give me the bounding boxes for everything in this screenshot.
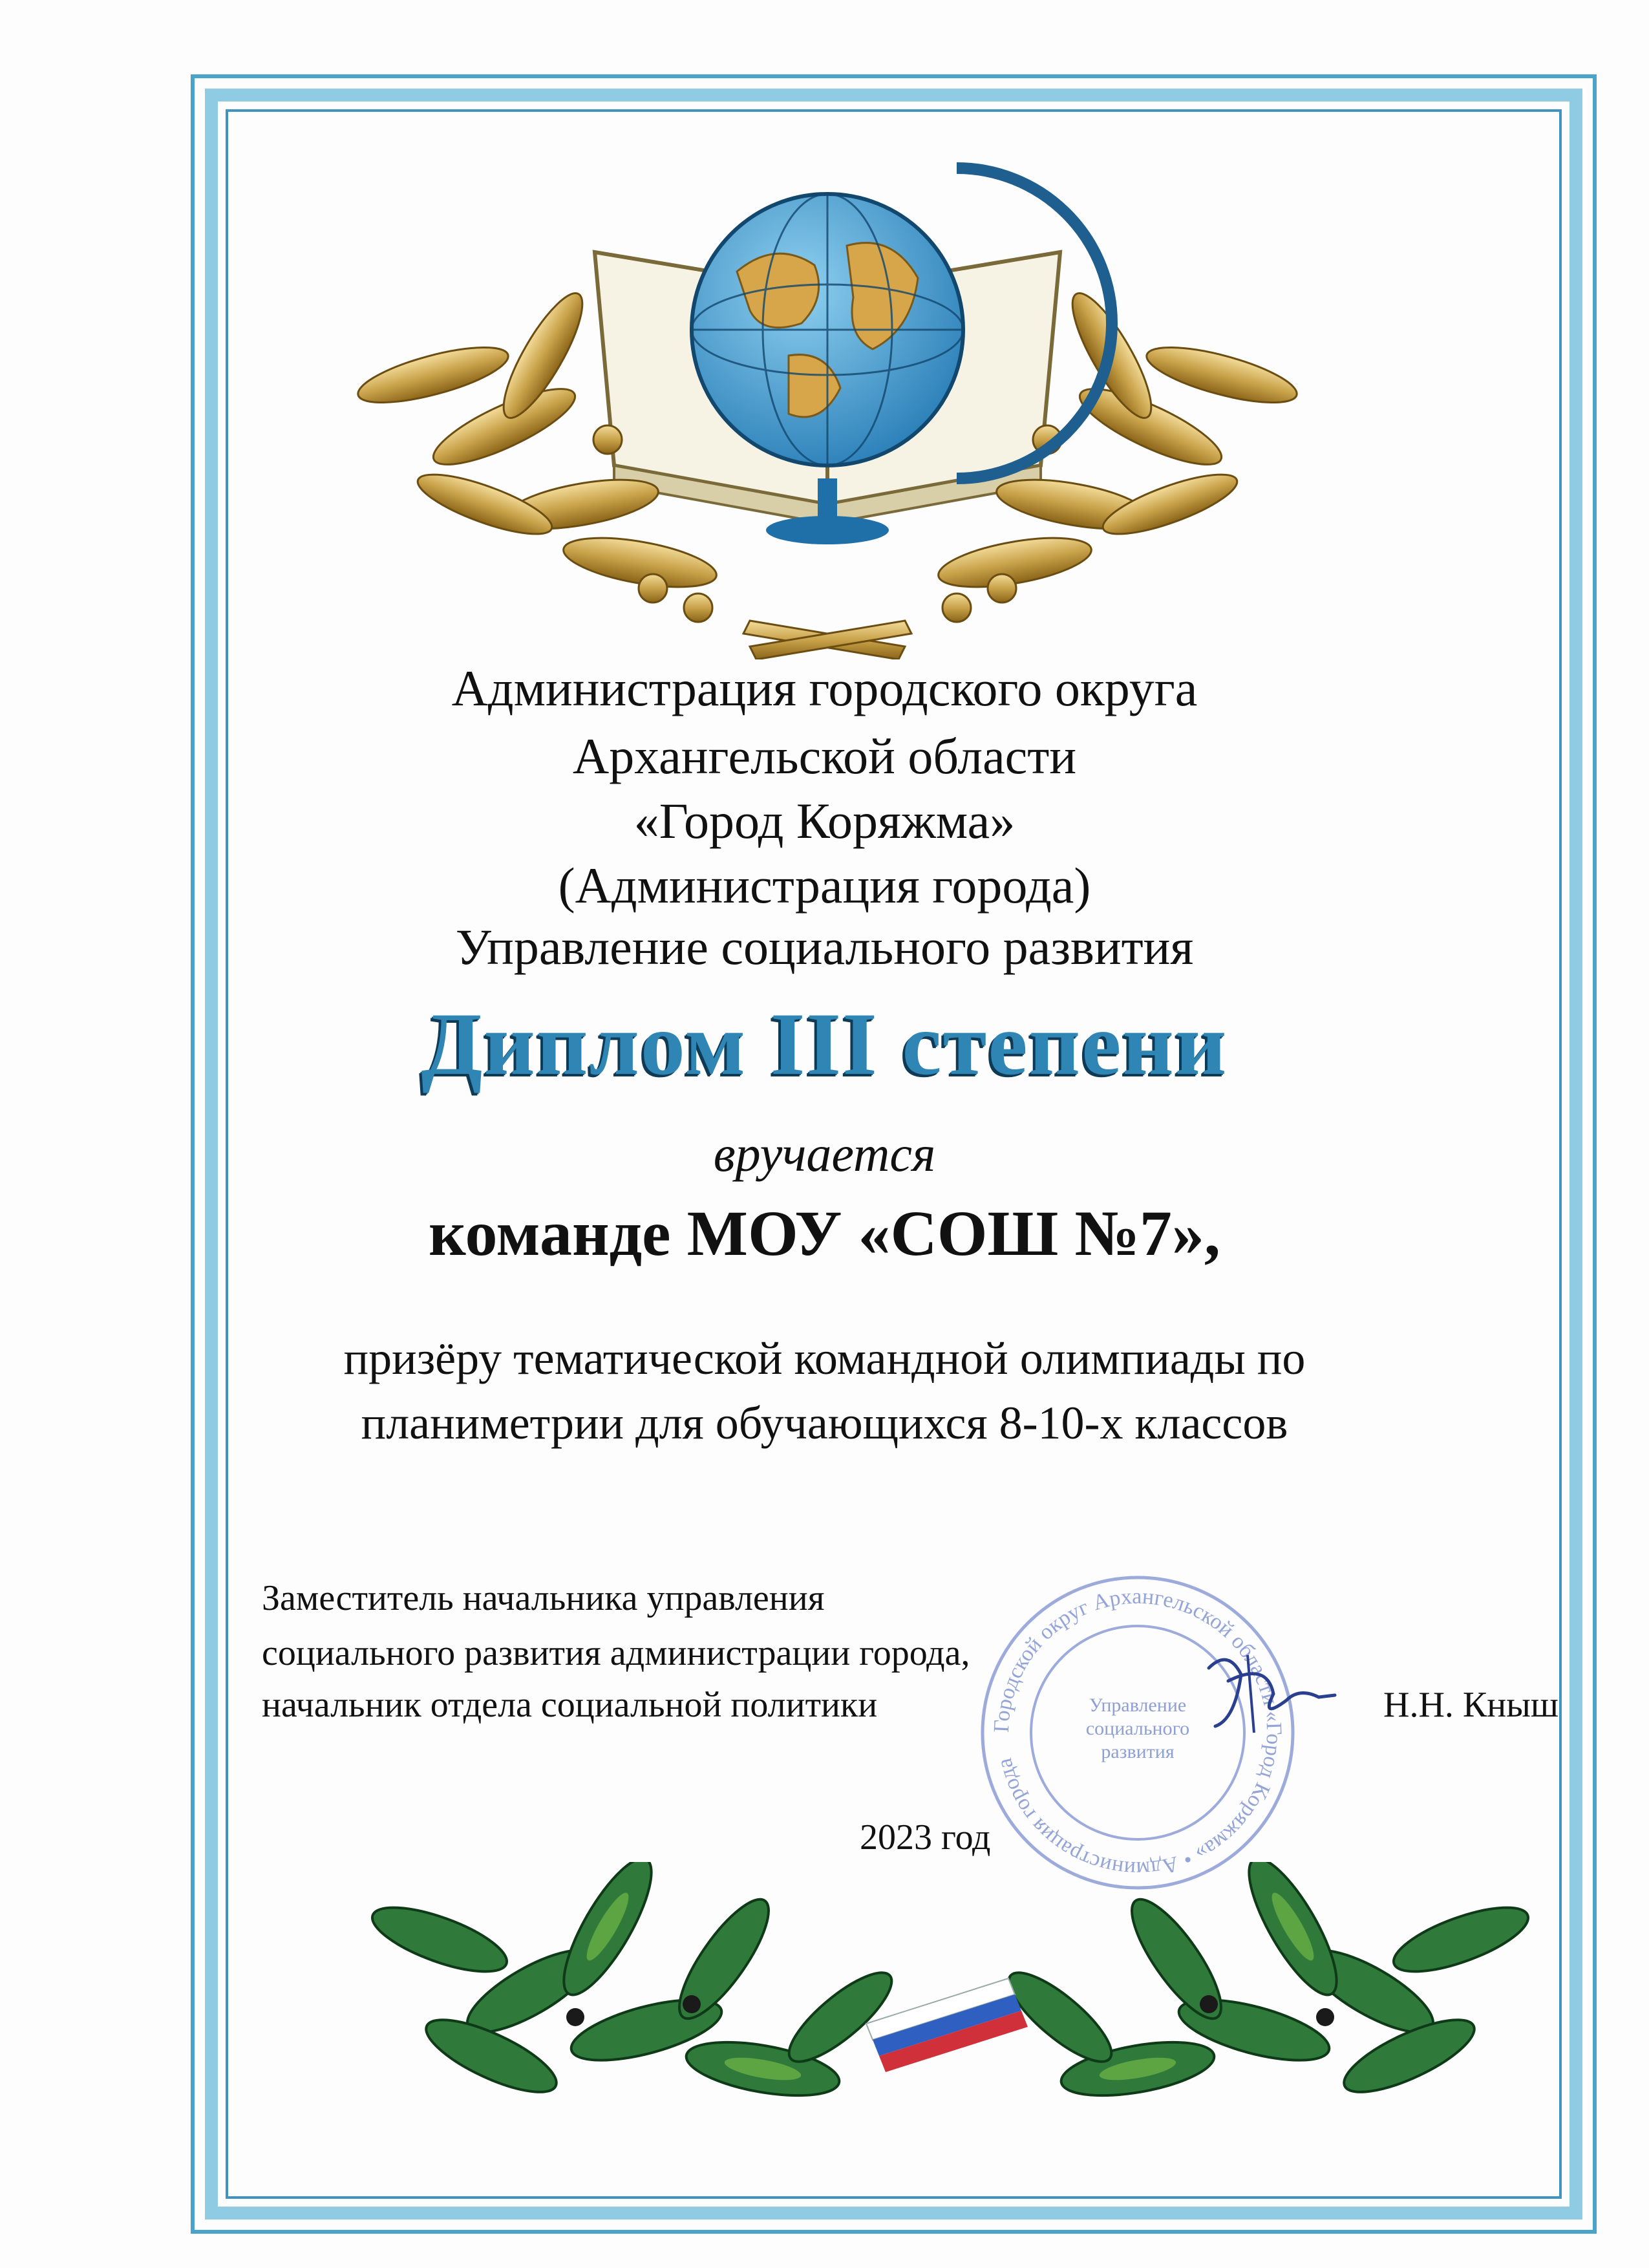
handwritten-signature: [1189, 1642, 1338, 1746]
award-line-1: призёру тематической командной олимпиады по: [343, 1332, 1306, 1384]
stamp-ring-text: Городской округ Архангельской области «Город Коряжма» • Администрация города: [989, 1584, 1286, 1881]
header-line-2: Архангельской области: [572, 728, 1077, 784]
diploma-given: вручается: [713, 1126, 936, 1182]
position-line-2: социального развития администрации города,: [262, 1633, 970, 1673]
position-line-3: начальник отдела социальной политики: [262, 1685, 878, 1725]
header-line-3: «Город Коряжма»: [633, 793, 1016, 849]
diploma-recipient: команде МОУ «СОШ №7»,: [429, 1197, 1220, 1269]
position-line-1: Заместитель начальника управления: [262, 1578, 825, 1618]
header-line-4: (Администрация города): [558, 857, 1091, 914]
diploma-title: Диплом III степени: [421, 994, 1228, 1093]
award-line-2: планиметрии для обучающихся 8-10-х классов: [361, 1397, 1288, 1449]
signer-name: Н.Н. Кныш: [1383, 1685, 1559, 1725]
globe-book-laurel-icon: [336, 142, 1319, 659]
header-line-5: Управление социального развития: [455, 919, 1194, 975]
stamp-center-text: Управление социального развития: [1085, 1695, 1190, 1762]
year-text: 2023 год: [860, 1817, 991, 1857]
header-line-1: Администрация городского округа: [451, 660, 1198, 716]
green-laurel-wreath-icon: [362, 1862, 1538, 2134]
